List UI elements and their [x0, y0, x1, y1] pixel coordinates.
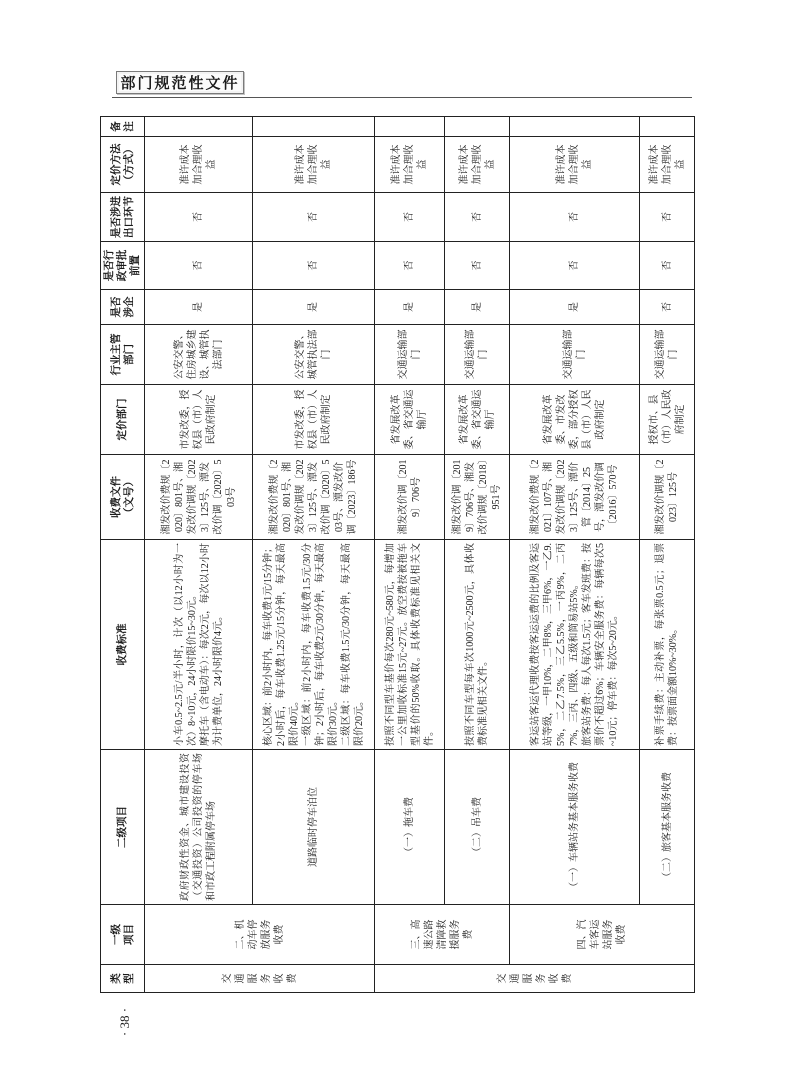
second-level-cell: （一）车辆站务基本服务收费	[510, 750, 640, 905]
second-level-cell: （二）旅客基本服务收费	[640, 750, 695, 905]
header-type: 类型	[101, 965, 145, 993]
first-level-cell: 三、高速公路清障救援服务费	[375, 905, 510, 965]
header-standard: 收费标准	[101, 540, 145, 750]
pricing-method-cell: 准许成本加合理收益	[253, 137, 375, 193]
standard-paragraph: 小车0.5~2.5元/半小时，计次（以12小时为一次）8~10元，24小时限价15~30元。	[173, 543, 198, 746]
standard-paragraph: 补票手续费：主动补票，每张票0.5元；退票费：按票面金额10%~30%。	[655, 543, 679, 746]
table-row	[640, 117, 695, 993]
import-export-cell: 否	[375, 193, 445, 242]
standard-paragraph: 摩托车（含电动车）：每次2元，每次以12小时为计费单位，24小时限价4元。	[199, 543, 224, 746]
pricing-method-cell: 准许成本加合理收益	[375, 137, 445, 193]
second-level-cell: 政府财政性资金、城市建设投资（交通投资）公司投资的停车场和市政工程附属停车场	[145, 750, 253, 905]
first-level-cell: 四、汽车客运站服务收费	[510, 905, 695, 965]
standard-cell	[145, 540, 253, 750]
type-cell: 交通服务收费	[375, 965, 695, 993]
header-row	[101, 117, 145, 993]
header-document: 收费文件 （文号）	[101, 455, 145, 540]
document-cell: 湘发改价费规〔2021〕107号、湘发改价调规〔2023〕125号、潭价管〔2014〕25号，潭发改价调〔2016〕570号	[510, 455, 640, 540]
standard-cell	[375, 540, 445, 750]
section-header: 部门规范性文件	[116, 71, 244, 94]
remark-cell	[445, 117, 510, 137]
standard-paragraph: 核心区域：前2小时内，每车收费1元/15分钟；2小时后，每车收费1.25元/15分钟，每天最高限价40元。	[262, 543, 300, 746]
table-row	[253, 117, 375, 993]
table-row	[510, 117, 640, 993]
second-level-cell: （一）拖车费	[375, 750, 445, 905]
document-cell: 湘发改价调规〔2023〕125号	[640, 455, 695, 540]
admin-approval-cell: 否	[445, 242, 510, 290]
fee-table-rotated	[100, 117, 690, 993]
type-cell: 交通服务收费	[145, 965, 375, 993]
document-cell: 湘发改价费规〔2020〕801号、湘发改价调规〔2023〕125号、潭发改价调〔2020〕503号	[145, 455, 253, 540]
standard-cell	[445, 540, 510, 750]
admin-approval-cell: 否	[253, 242, 375, 290]
remark-cell	[510, 117, 640, 137]
import-export-cell: 否	[253, 193, 375, 242]
header-remark: 备注	[101, 117, 145, 137]
standard-paragraph: 旅客站务费：每人每次1.5元；客车发班费：按票价不超过6%；车辆安全服务费：每辆每次5~10元；停车费：每次5~20元。	[582, 543, 619, 746]
authority-cell: 公安交警、城管执法部门	[253, 325, 375, 385]
header-pricing-dept: 定价部门	[101, 385, 145, 455]
involves-enterprise-cell: 是	[375, 290, 445, 325]
first-level-cell: 二、机动车停放服务收费	[145, 905, 375, 965]
standard-paragraph: 按照不同型车基价每次280元~580元，每增加一公里加收标准15元~27元。放空费按被拖车型基价的50%收取。具体收费标准见相关文件。	[384, 543, 435, 746]
standard-paragraph: 客运站客运代理收费按客运运费的比例及客运站等级，一甲10%，二甲8%，三甲6%，一乙9.5%，二乙7.5%，三乙5.5%，一丙9%，二丙7%，三丙、四级、五级和简易站5%。	[530, 543, 580, 746]
authority-cell: 交通运输部门	[375, 325, 445, 385]
header-admin-approval: 是否行政审批前置	[101, 242, 145, 290]
admin-approval-cell: 否	[510, 242, 640, 290]
pricing-method-cell: 准许成本加合理收益	[445, 137, 510, 193]
standard-cell	[253, 540, 375, 750]
remark-cell	[375, 117, 445, 137]
authority-cell: 交通运输部门	[445, 325, 510, 385]
admin-approval-cell: 否	[640, 242, 695, 290]
admin-approval-cell: 否	[375, 242, 445, 290]
pricing-dept-cell: 授权市、县（市）人民政府制定	[640, 385, 695, 455]
table-row	[145, 117, 253, 993]
page-number: · 38 ·	[117, 1007, 132, 1037]
import-export-cell: 否	[640, 193, 695, 242]
import-export-cell: 否	[145, 193, 253, 242]
authority-cell: 公安交警、住房城乡建设、城管执法部门	[145, 325, 253, 385]
document-cell: 湘发改价调〔2019〕706号、湘发改价调规〔2018〕951号	[445, 455, 510, 540]
second-level-cell: 道路临时停车泊位	[253, 750, 375, 905]
remark-cell	[640, 117, 695, 137]
remark-cell	[145, 117, 253, 137]
table-row	[445, 117, 510, 993]
document-cell: 湘发改价费规〔2020〕801号、湘发改价调规〔2023〕125号、潭发改价调〔2020〕503号、潭发改价调〔2023〕186号	[253, 455, 375, 540]
header-authority: 行业主管 部门	[101, 325, 145, 385]
header-first-level: 一级 项目	[101, 905, 145, 965]
standard-cell	[510, 540, 640, 750]
pricing-method-cell: 准许成本加合理收益	[640, 137, 695, 193]
pricing-dept-cell: 省发展改革委、省交通运输厅	[375, 385, 445, 455]
standard-paragraph: 按照不同车型每车次1000元~2500元，具体收费标准见相关文件。	[465, 543, 489, 746]
import-export-cell: 否	[510, 193, 640, 242]
authority-cell: 交通运输部门	[510, 325, 640, 385]
standard-paragraph: 一级区域：前2小时内，每车收费1.5元/30分钟；2小时后，每车收费2元/30分钟，每天最高限价30元。	[301, 543, 339, 746]
fee-table	[100, 116, 695, 993]
header-pricing-method: 定价方法 （方式）	[101, 137, 145, 193]
table-row	[375, 117, 445, 993]
pricing-dept-cell: 市发改委，授权县（市）人民政府制定	[145, 385, 253, 455]
header-rule	[112, 97, 692, 98]
involves-enterprise-cell: 是	[253, 290, 375, 325]
second-level-cell: （二）吊车费	[445, 750, 510, 905]
involves-enterprise-cell: 是	[145, 290, 253, 325]
authority-cell: 交通运输部门	[640, 325, 695, 385]
header-import-export: 是否涉进出口环节	[101, 193, 145, 242]
admin-approval-cell: 否	[145, 242, 253, 290]
document-cell: 湘发改价调〔2019〕706号	[375, 455, 445, 540]
involves-enterprise-cell: 否	[640, 290, 695, 325]
pricing-dept-cell: 市发改委，授权县（市）人民政府制定	[253, 385, 375, 455]
standard-paragraph: 二级区域：每车收费1.5元/30分钟，每天最高限价20元。	[340, 543, 365, 746]
header-second-level: 二级项目	[101, 750, 145, 905]
pricing-dept-cell: 省发展改革委、市发改委，部分授权县（市）人民政府制定	[510, 385, 640, 455]
involves-enterprise-cell: 是	[510, 290, 640, 325]
pricing-dept-cell: 省发展改革委、省交通运输厅	[445, 385, 510, 455]
pricing-method-cell: 准许成本加合理收益	[510, 137, 640, 193]
remark-cell	[253, 117, 375, 137]
pricing-method-cell: 准许成本加合理收益	[145, 137, 253, 193]
import-export-cell: 否	[445, 193, 510, 242]
involves-enterprise-cell: 是	[445, 290, 510, 325]
header-involves-enterprise: 是否涉企	[101, 290, 145, 325]
standard-cell	[640, 540, 695, 750]
